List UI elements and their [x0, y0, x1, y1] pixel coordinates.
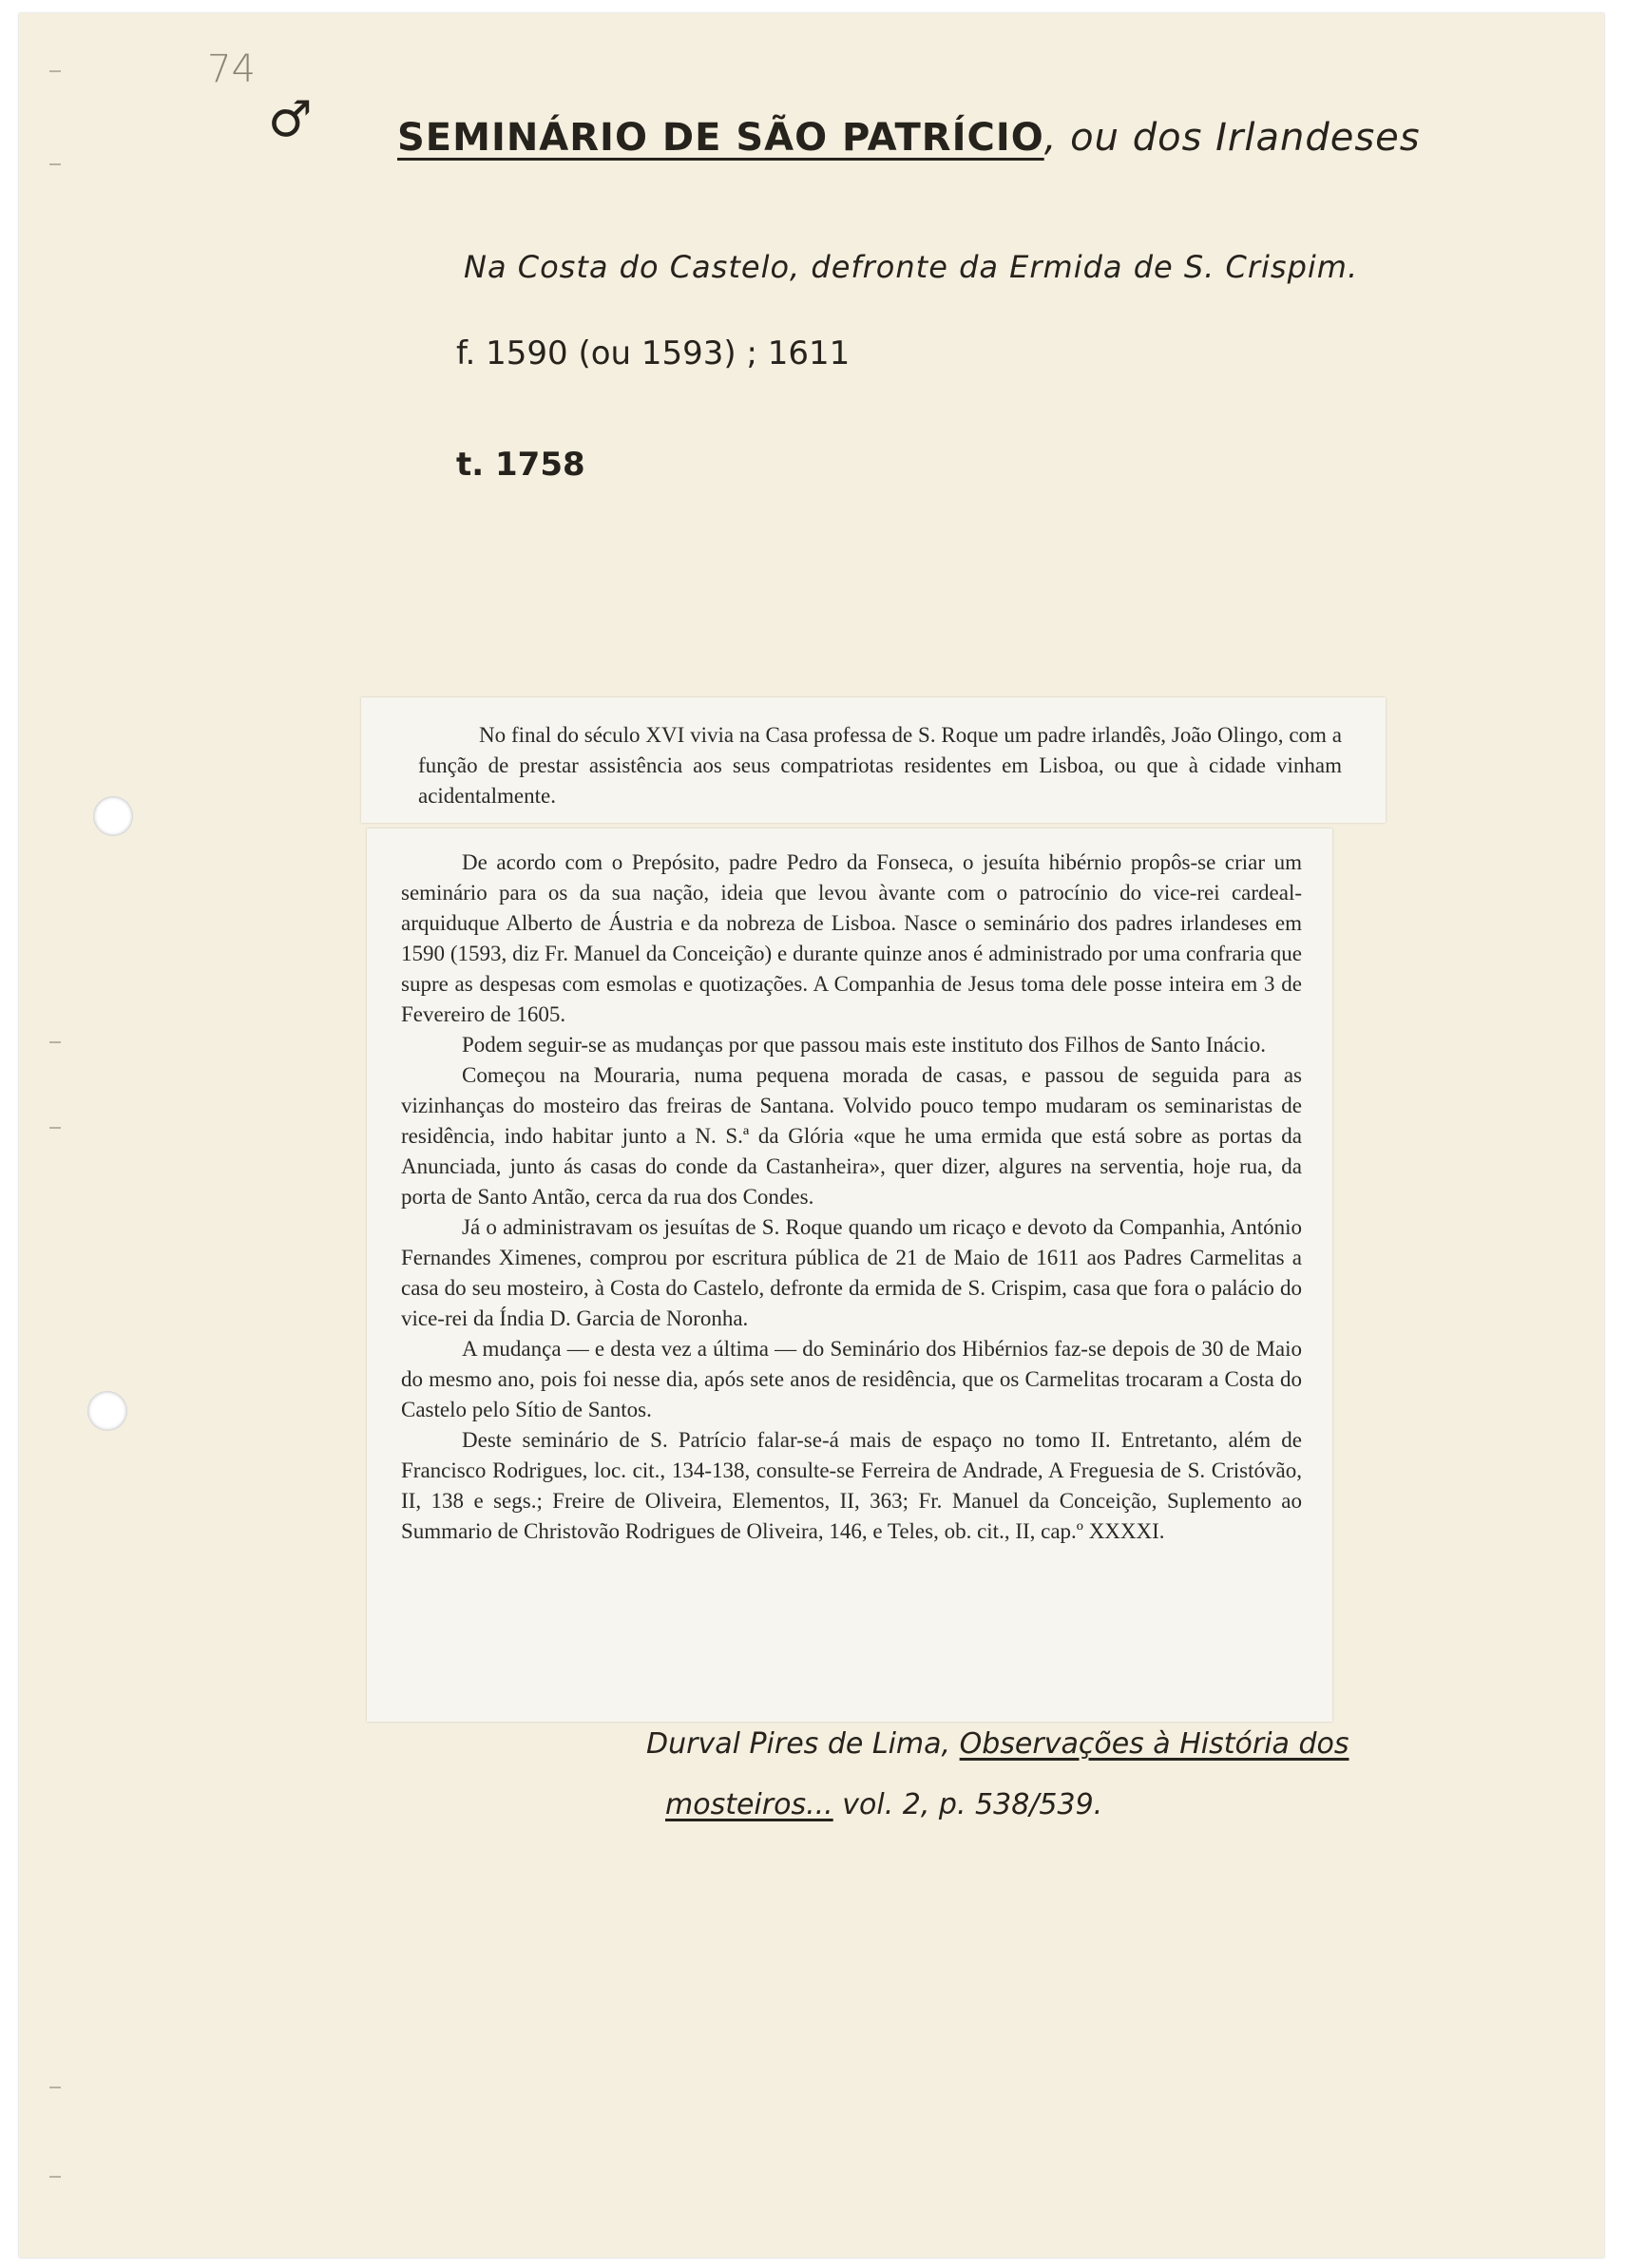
heading — [397, 116, 1421, 160]
document-sheet — [19, 13, 1604, 2258]
location-line: Na Costa do Castelo, defronte da Ermida de S. Crispim. — [464, 249, 1359, 285]
source-citation — [646, 1727, 1349, 1761]
clipping-paragraph: Podem seguir-se as mudanças por que passou mais este instituto dos Filhos de Santo Inácio. — [462, 1033, 1266, 1057]
clipping-paragraph: Já o administravam os jesuítas de S. Roque quando um ricaço e devoto da Companhia, António Fernandes Ximenes, comprou por escritura pública de 21 de Maio de 1611 aos Padres Carmelitas a casa do seu mosteiro, à Costa do Castelo, defronte da ermida de S. Crispim, casa que fora o palácio do vice-rei da Índia D. Garcia de Noronha. — [401, 1215, 1302, 1330]
newspaper-clipping-1 — [361, 697, 1386, 823]
founded-dates: f. 1590 (ou 1593) ; 1611 — [456, 334, 851, 372]
newspaper-clipping-2 — [367, 829, 1332, 1722]
source-work-title-continued: mosteiros... — [665, 1788, 833, 1821]
extinction-date: t. 1758 — [456, 446, 585, 484]
source-citation-continued — [665, 1788, 1102, 1821]
male-symbol-icon: ♂ — [268, 91, 313, 148]
punch-hole — [93, 796, 133, 836]
punch-hole — [87, 1391, 127, 1431]
margin-mark — [49, 163, 61, 165]
margin-mark — [49, 1041, 61, 1043]
source-author: Durval Pires de Lima, — [646, 1727, 951, 1761]
clipping-paragraph: A mudança — e desta vez a última — do Seminário dos Hibérnios faz-se depois de 30 de Maio do mesmo ano, pois foi nesse dia, após sete anos de residência, que os Carmelitas trocaram a Costa do Castelo pelo Sítio de Santos. — [401, 1337, 1302, 1421]
page-number: 74 — [207, 48, 256, 91]
margin-mark — [49, 2087, 61, 2088]
clipping-paragraph: Começou na Mouraria, numa pequena morada de casas, e passou de seguida para as vizinhanças do mosteiro das freiras de Santana. Volvido pouco tempo mudaram os seminaristas de residência, indo habitar junto a N. S.ª da Glória «que he uma ermida que está sobre as portas da Anunciada, junto ás casas do conde da Castanheira», quer dizer, algures na serventia, hoje rua, da porta de Santo Antão, cerca da rua dos Condes. — [401, 1063, 1302, 1209]
page-title: SEMINÁRIO DE SÃO PATRÍCIO — [397, 116, 1044, 160]
clipping-paragraph: De acordo com o Prepósito, padre Pedro da Fonseca, o jesuíta hibérnio propôs-se criar um seminário para os da sua nação, ideia que levou àvante com o patrocínio do vice-rei cardeal-arquiduque Alberto de Áustria e da nobreza de Lisboa. Nasce o seminário dos padres irlandeses em 1590 (1593, diz Fr. Manuel da Conceição) e durante quinze anos é administrado por uma confraria que supre as despesas com esmolas e quotizações. A Companhia de Jesus toma dele posse inteira em 3 de Fevereiro de 1605. — [401, 850, 1302, 1026]
source-pages: vol. 2, p. 538/539. — [842, 1788, 1103, 1821]
clipping-paragraph: No final do século XVI vivia na Casa professa de S. Roque um padre irlandês, João Olingo, com a função de prestar assistência aos seus compatriotas residentes em Lisboa, ou que à cidade vinham acidentalmente. — [418, 723, 1342, 808]
source-work-title: Observações à História dos — [959, 1727, 1349, 1761]
margin-mark — [49, 1127, 61, 1129]
clipping-paragraph: Deste seminário de S. Patrício falar-se-á mais de espaço no tomo II. Entretanto, além de Francisco Rodrigues, loc. cit., 134-138, consulte-se Ferreira de Andrade, A Freguesia de S. Cristóvão, II, 138 e segs.; Freire de Oliveira, Elementos, II, 363; Fr. Manuel da Conceição, Suplemento ao Summario de Christovão Rodrigues de Oliveira, 146, e Teles, ob. cit., II, cap.º XXXXI. — [401, 1428, 1302, 1543]
margin-mark — [49, 2176, 61, 2178]
title-alternate-name: , ou dos Irlandeses — [1043, 116, 1421, 160]
margin-mark — [49, 70, 61, 72]
